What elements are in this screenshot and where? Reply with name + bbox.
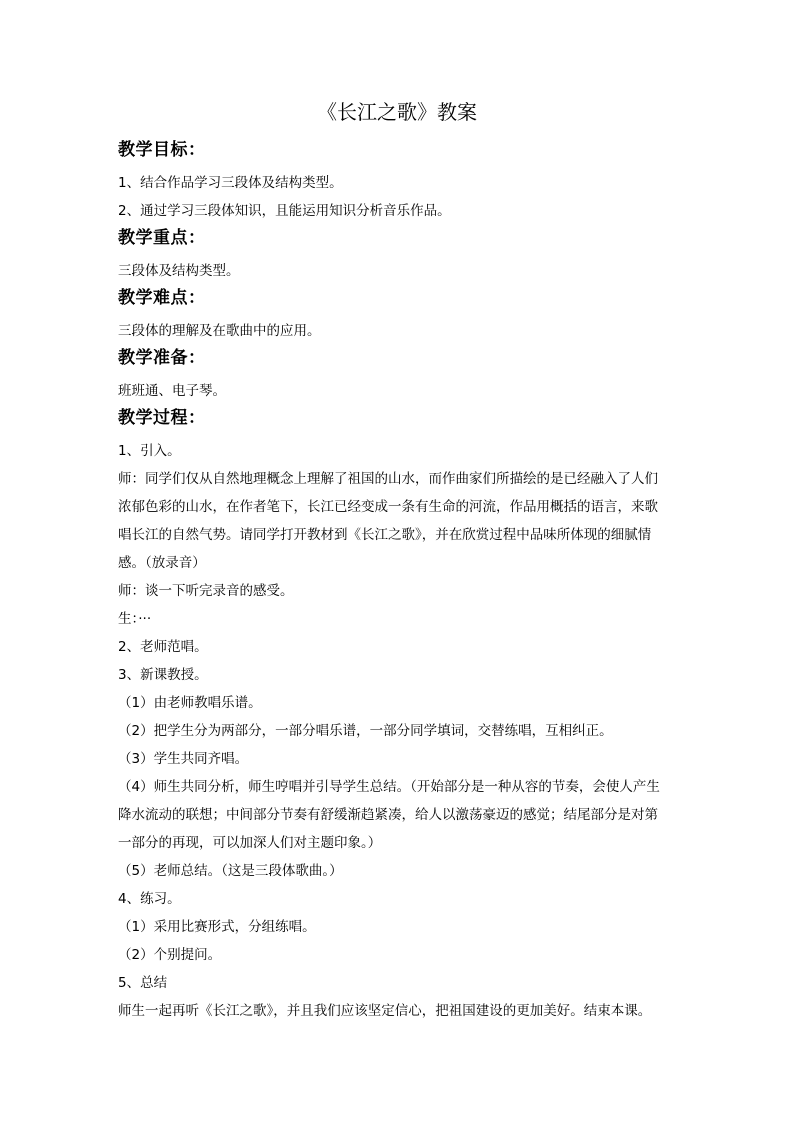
section-key-points [118,225,680,285]
process-line: 师：谈一下听完录音的感受。 [118,583,294,599]
process-line: 1、引入。 [118,443,181,459]
process-line: 5、总结 [118,975,168,991]
process-line: （1）采用比赛形式，分组练唱。 [118,919,316,935]
document-body [118,137,680,1025]
section-process [118,405,680,1025]
preparation-line: 班班通、电子琴。 [118,383,226,399]
goal-line: 2、通过学习三段体知识，且能运用知识分析音乐作品。 [118,203,451,219]
process-line: 唱长江的自然气势。请同学打开教材到《长江之歌》，并在欣赏过程中品味所体现的细腻情 [118,527,652,543]
process-line: 3、新课教授。 [118,667,208,683]
section-difficulties [118,285,680,345]
process-line: 降水流动的联想；中间部分节奏有舒缓渐趋紧凑，给人以激荡豪迈的感觉；结尾部分是对第 [118,807,658,823]
process-line: 一部分的再现，可以加深人们对主题印象。） [118,835,382,851]
document-title: 《长江之歌》教案 [317,100,477,124]
process-line: 2、老师范唱。 [118,639,208,655]
process-line: （4）师生共同分析，师生哼唱并引导学生总结。（开始部分是一种从容的节奏，会使人产生 [118,779,660,795]
process-line: （1）由老师教唱乐谱。 [118,695,262,711]
key-point-line: 三段体及结构类型。 [118,263,240,279]
process-line: （2）个别提问。 [118,947,222,963]
process-line: （5）老师总结。（这是三段体歌曲。） [118,863,343,879]
section-heading-process: 教学过程： [118,408,206,428]
section-heading-preparation: 教学准备： [118,348,206,368]
process-line: 浓郁色彩的山水，在作者笔下，长江已经变成一条有生命的河流，作品用概括的语言，来歌 [118,499,658,515]
section-heading-goals: 教学目标： [118,140,206,160]
goal-line: 1、结合作品学习三段体及结构类型。 [118,175,343,191]
process-line: 生：··· [118,611,152,627]
section-heading-key-points: 教学重点： [118,228,206,248]
section-preparation [118,345,680,405]
difficulty-line: 三段体的理解及在歌曲中的应用。 [118,323,321,339]
process-line: （2）把学生分为两部分，一部分唱乐谱，一部分同学填词，交替练唱，互相纠正。 [118,723,613,739]
process-line: 4、练习。 [118,891,181,907]
process-line: 感。（放录音） [118,555,206,571]
process-line: 师：同学们仅从自然地理概念上理解了祖国的山水，而作曲家们所描绘的是已经融入了人们 [118,471,658,487]
section-goals [118,137,680,225]
process-line: 师生一起再听《长江之歌》，并且我们应该坚定信心，把祖国建设的更加美好。结束本课。 [118,1003,652,1019]
process-line: （3）学生共同齐唱。 [118,751,249,767]
section-heading-difficulties: 教学难点： [118,288,206,308]
